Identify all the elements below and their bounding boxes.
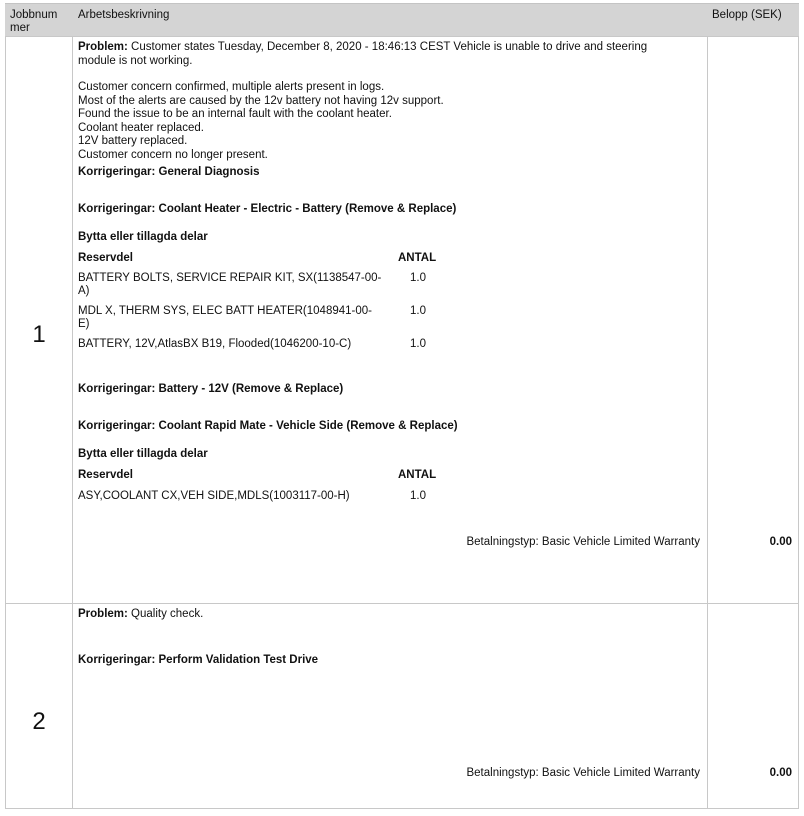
parts-col-qty: ANTAL bbox=[398, 469, 437, 481]
line-amount: 0.00 bbox=[769, 767, 792, 779]
problem-description bbox=[78, 41, 678, 68]
header-job-number: Jobbnum mer bbox=[10, 9, 58, 34]
payment-type: Betalningstyp: Basic Vehicle Limited Warranty bbox=[466, 536, 700, 548]
job-number: 1 bbox=[32, 321, 46, 348]
work-order-table bbox=[5, 3, 799, 779]
correction-label: Korrigeringar: Coolant Rapid Mate - Vehicle Side (Remove & Replace) bbox=[78, 420, 458, 432]
parts-heading: Bytta eller tillagda delar bbox=[78, 448, 208, 460]
problem-label: Problem: bbox=[78, 41, 128, 53]
line-amount: 0.00 bbox=[769, 536, 792, 548]
table-row bbox=[5, 36, 799, 604]
part-name: BATTERY, 12V,AtlasBX B19, Flooded(1046200-10-C) bbox=[78, 338, 352, 350]
job-number: 2 bbox=[32, 708, 46, 735]
part-name: MDL X, THERM SYS, ELEC BATT HEATER(1048941-00-E) bbox=[78, 305, 372, 330]
parts-col-part: Reservdel bbox=[78, 252, 133, 264]
part-name: ASY,COOLANT CX,VEH SIDE,MDLS(1003117-00-H) bbox=[78, 490, 350, 502]
problem-text: Quality check. bbox=[131, 608, 204, 620]
table-header bbox=[5, 3, 799, 37]
part-name: BATTERY BOLTS, SERVICE REPAIR KIT, SX(1138547-00-A) bbox=[78, 272, 382, 297]
correction-label: Korrigeringar: Perform Validation Test Drive bbox=[78, 654, 319, 666]
problem-label: Problem: bbox=[78, 608, 128, 620]
payment-type: Betalningstyp: Basic Vehicle Limited Warranty bbox=[466, 767, 700, 779]
technician-notes: Customer concern confirmed, multiple alerts present in logs. Most of the alerts are caused by the 12v battery not having 12v support. Found the issue to be an internal fault with the coolant heater. Coolant heater replaced. 12V battery replaced. Customer concern no longer present. bbox=[78, 81, 444, 161]
part-qty: 1.0 bbox=[410, 490, 426, 502]
part-qty: 1.0 bbox=[410, 272, 426, 284]
problem-text: Customer states Tuesday, December 8, 2020 - 18:46:13 CEST Vehicle is unable to drive and steering module is not working. bbox=[78, 41, 648, 67]
part-qty: 1.0 bbox=[410, 305, 426, 317]
header-amount: Belopp (SEK) bbox=[712, 9, 782, 21]
parts-heading: Bytta eller tillagda delar bbox=[78, 231, 208, 243]
table-row bbox=[5, 603, 799, 809]
correction-label: Korrigeringar: Coolant Heater - Electric - Battery (Remove & Replace) bbox=[78, 203, 457, 215]
correction-label: Korrigeringar: Battery - 12V (Remove & Replace) bbox=[78, 383, 344, 395]
problem-description bbox=[78, 608, 678, 622]
part-qty: 1.0 bbox=[410, 338, 426, 350]
correction-label: Korrigeringar: General Diagnosis bbox=[78, 166, 260, 178]
parts-col-qty: ANTAL bbox=[398, 252, 437, 264]
header-description: Arbetsbeskrivning bbox=[78, 9, 170, 21]
parts-col-part: Reservdel bbox=[78, 469, 133, 481]
